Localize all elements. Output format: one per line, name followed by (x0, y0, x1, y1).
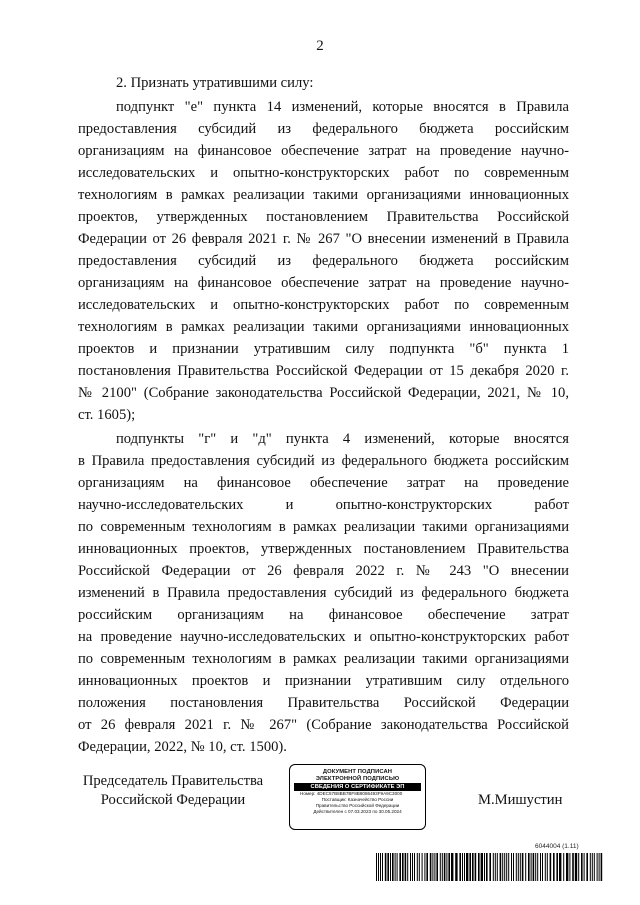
barcode-bar (446, 853, 447, 881)
body-line: изменений в Правила предоставления субсидий из федерального бюджета (78, 585, 569, 601)
body-line: предоставления субсидий из федерального бюджета российским (78, 253, 569, 269)
body-line: предоставления субсидий из федерального бюджета российским (78, 121, 569, 137)
barcode-bar (464, 853, 465, 881)
barcode-bar (378, 853, 379, 881)
stamp-title-line2: ЭЛЕКТРОННОЙ ПОДПИСЬЮ (315, 775, 400, 782)
barcode-bar (584, 853, 585, 881)
body-line: подпункт "е" пункта 14 изменений, которые вносятся в Правила (116, 99, 569, 115)
barcode-bar (535, 853, 536, 881)
barcode-bar (594, 853, 595, 881)
barcode-bar (553, 853, 555, 881)
body-line: Российской Федерации от 26 февраля 2022 г. № 243 "О внесении (78, 563, 569, 579)
barcode-bar (495, 853, 496, 881)
body-line: в Правила предоставления субсидий из федерального бюджета российским (78, 453, 569, 469)
barcode-bar (451, 853, 453, 881)
body-line: Федерации, 2022, № 10, ст. 1500). (78, 739, 287, 755)
barcode-bar (472, 853, 474, 881)
barcode-bar (502, 853, 503, 881)
barcode-bar (448, 853, 450, 881)
barcode-bar (424, 853, 425, 881)
barcode-bar (569, 853, 570, 881)
barcode-bar (566, 853, 568, 881)
body-line: Федерации от 26 февраля 2021 г. № 267 "О внесении изменений в Правила (78, 231, 569, 247)
barcode-bar (559, 853, 561, 881)
barcode-bar (597, 853, 598, 881)
body-line: технологиям в рамках реализации такими организациями инновационных (78, 187, 569, 203)
barcode-bar (531, 853, 532, 881)
barcode-bar (533, 853, 535, 881)
body-line: исследовательских и опытно-конструкторских работ по современным (78, 165, 569, 181)
barcode-bar (475, 853, 477, 881)
barcode-bar (399, 853, 401, 881)
body-line: инновационных проектов и признании утратившим силу отдельного (78, 673, 569, 689)
barcode-bar (466, 853, 468, 881)
barcode-bar (547, 853, 548, 881)
barcode-bar (578, 853, 579, 881)
body-line: положения постановления Правительства Российской Федерации (78, 695, 569, 711)
barcode-bar (489, 853, 491, 881)
barcode-bar (434, 853, 435, 881)
barcode-bar (417, 853, 418, 881)
barcode-bar (484, 853, 485, 881)
barcode-bar (459, 853, 461, 881)
barcode-bar (410, 853, 411, 881)
barcode-bar (440, 853, 441, 881)
body-line: российским организациям на финансовое обеспечение затрат (78, 607, 569, 623)
page-number: 2 (316, 38, 324, 54)
body-line: технологиям в рамках реализации такими организациями инновационных (78, 319, 569, 335)
barcode-bar (426, 853, 428, 881)
barcode-bar (486, 853, 488, 881)
barcode-bar (444, 853, 446, 881)
stamp-certificate-band: СВЕДЕНИЯ О СЕРТИФИКАТЕ ЭП (294, 783, 421, 791)
barcode-bar (586, 853, 588, 881)
barcode-bar (419, 853, 420, 881)
barcode-bar (478, 853, 480, 881)
barcode-bar (432, 853, 433, 881)
barcode-bar (516, 853, 517, 881)
stamp-number-value: 4DEC57B8BB7BF8B8086493F9A9C3000 (316, 790, 403, 796)
body-line: по современным технологиям в рамках реализации такими организациями (78, 651, 569, 667)
barcode-bar (528, 853, 530, 881)
body-line: на проведение научно-исследовательских и опытно-конструкторских работ (78, 629, 569, 645)
stamp-owner: Правительство Российской Федерации (315, 802, 400, 808)
barcode-bar (376, 853, 377, 881)
body-line: проектов и признании утратившим силу подпункта "б" пункта 1 (78, 341, 569, 357)
body-line: инновационных проектов, утвержденных постановлением Правительства (78, 541, 569, 557)
barcode-bar (382, 853, 383, 881)
body-line: организациям на финансовое обеспечение затрат на проведение научно- (78, 275, 569, 291)
barcode-bar (395, 853, 396, 881)
stamp-title-line1: ДОКУМЕНТ ПОДПИСАН (322, 769, 393, 775)
barcode-bar (455, 853, 457, 881)
body-line: организациям на финансовое обеспечение затрат на проведение научно- (78, 143, 569, 159)
document-code: 6044004 (1.11) (535, 843, 579, 850)
barcode-bar (481, 853, 483, 881)
barcode-bar (500, 853, 502, 881)
barcode-bar (493, 853, 494, 881)
barcode-bar (550, 853, 552, 881)
barcode-bar (556, 853, 558, 881)
barcode-bar (581, 853, 583, 881)
barcode-bar (397, 853, 398, 881)
barcode-bar (572, 853, 574, 881)
barcode-bar (518, 853, 519, 881)
signatory-position (78, 772, 268, 810)
body-line: научно-исследовательских и опытно-конструкторских работ (78, 497, 569, 513)
body-line: проектов, утвержденных постановлением Правительства Российской (78, 209, 569, 225)
barcode-bar (506, 853, 507, 881)
barcode-bar (497, 853, 498, 881)
barcode-bar (511, 853, 512, 881)
barcode-bar (380, 853, 381, 881)
signatory-position-line1: Председатель Правительства (82, 773, 264, 789)
barcode-bar (540, 853, 541, 881)
barcode-bar (542, 853, 543, 881)
barcode-bar (599, 853, 600, 881)
barcode-bar (537, 853, 538, 881)
stamp-validity: Действителен с 07.03.2023 по 30.05.2024 (313, 809, 402, 815)
signatory-position-line2: Российской Федерации (100, 792, 246, 808)
barcode-bar (504, 853, 505, 881)
body-line: от 26 февраля 2021 г. № 267" (Собрание законодательства Российской (78, 717, 569, 733)
stamp-issuer: Поставщик: Казначейство России (321, 796, 394, 802)
body-line: подпункты "г" и "д" пункта 4 изменений, которые вносятся (116, 431, 569, 447)
barcode-bar (513, 853, 514, 881)
barcode-bar (387, 853, 389, 881)
barcode-bar (392, 853, 394, 881)
barcode-bar (412, 853, 413, 881)
body-line: по современным технологиям в рамках реализации такими организациями (78, 519, 569, 535)
barcode-bar (385, 853, 387, 881)
barcode-bar (402, 853, 404, 881)
barcode-bar (590, 853, 591, 881)
barcode (376, 853, 605, 881)
barcode-bar (592, 853, 593, 881)
barcode-bar (414, 853, 415, 881)
signatory-name: М.Мишустин (478, 792, 563, 808)
barcode-bar (545, 853, 546, 881)
body-line: организациям на финансовое обеспечение затрат на проведение (78, 475, 569, 491)
barcode-bar (430, 853, 432, 881)
barcode-bar (442, 853, 443, 881)
electronic-signature-stamp (289, 764, 426, 830)
barcode-bar (407, 853, 408, 881)
stamp-number-label: Номер: (300, 790, 316, 796)
barcode-bar (575, 853, 577, 881)
barcode-bar (601, 853, 603, 881)
barcode-bar (462, 853, 463, 881)
body-line: ст. 1605); (78, 407, 136, 423)
body-line: исследовательских и опытно-конструкторских работ по современным (78, 297, 569, 313)
barcode-bar (520, 853, 521, 881)
barcode-bar (508, 853, 509, 881)
barcode-bar (422, 853, 423, 881)
barcode-bar (405, 853, 407, 881)
barcode-bar (469, 853, 471, 881)
body-line: № 2100" (Собрание законодательства Российской Федерации, 2021, № 10, (78, 385, 569, 401)
barcode-bar (525, 853, 526, 881)
barcode-bar (390, 853, 391, 881)
barcode-bar (522, 853, 524, 881)
body-line: постановления Правительства Российской Федерации от 15 декабря 2020 г. (78, 363, 569, 379)
barcode-bar (563, 853, 564, 881)
body-line: 2. Признать утратившими силу: (116, 75, 314, 91)
barcode-bar (436, 853, 438, 881)
